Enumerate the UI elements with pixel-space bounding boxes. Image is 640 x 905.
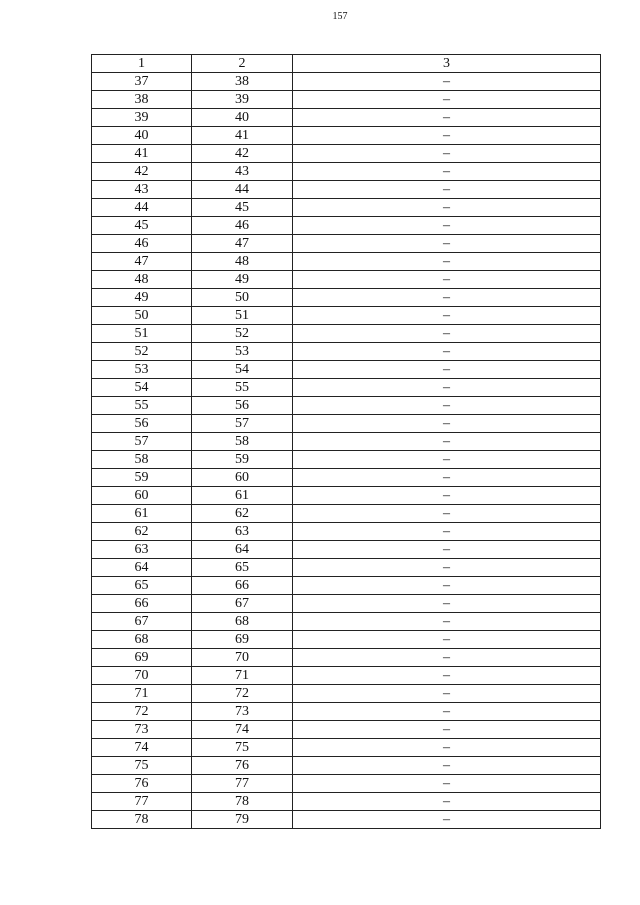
table-cell-col3: – — [293, 91, 601, 109]
table-cell-col3: – — [293, 217, 601, 235]
table-row — [92, 811, 601, 829]
table-cell-col2: 67 — [192, 595, 293, 613]
table-cell-col2: 69 — [192, 631, 293, 649]
table-cell-col3: – — [293, 289, 601, 307]
table-cell-col1: 56 — [92, 415, 192, 433]
table-cell-col2: 79 — [192, 811, 293, 829]
table-cell-col2: 61 — [192, 487, 293, 505]
table-row — [92, 631, 601, 649]
table-row — [92, 595, 601, 613]
table-row — [92, 577, 601, 595]
table-cell-col3: – — [293, 253, 601, 271]
table-cell-col1: 64 — [92, 559, 192, 577]
table-cell-col1: 50 — [92, 307, 192, 325]
table-row — [92, 217, 601, 235]
table-cell-col3: – — [293, 181, 601, 199]
table-cell-col2: 50 — [192, 289, 293, 307]
table-cell-col1: 59 — [92, 469, 192, 487]
table-cell-col1: 66 — [92, 595, 192, 613]
table-cell-col1: 37 — [92, 73, 192, 91]
table-cell-col1: 67 — [92, 613, 192, 631]
table-cell-col2: 68 — [192, 613, 293, 631]
table-cell-col2: 73 — [192, 703, 293, 721]
table-cell-col3: – — [293, 397, 601, 415]
table-cell-col1: 39 — [92, 109, 192, 127]
table-row — [92, 289, 601, 307]
table-cell-col1: 49 — [92, 289, 192, 307]
table-cell-col1: 76 — [92, 775, 192, 793]
table-cell-col2: 52 — [192, 325, 293, 343]
table-cell-col1: 63 — [92, 541, 192, 559]
table-cell-col3: – — [293, 307, 601, 325]
table-row — [92, 163, 601, 181]
table-row — [92, 181, 601, 199]
table-cell-col3: – — [293, 811, 601, 829]
table-cell-col2: 60 — [192, 469, 293, 487]
table-cell-col3: – — [293, 127, 601, 145]
table-cell-col2: 41 — [192, 127, 293, 145]
table-row — [92, 541, 601, 559]
table-row — [92, 325, 601, 343]
table-row — [92, 739, 601, 757]
table-row — [92, 667, 601, 685]
table-row — [92, 721, 601, 739]
table-cell-col1: 48 — [92, 271, 192, 289]
table-cell-col3: – — [293, 739, 601, 757]
table-cell-col3: – — [293, 667, 601, 685]
table-cell-col3: – — [293, 271, 601, 289]
table-cell-col1: 74 — [92, 739, 192, 757]
table-cell-col3: – — [293, 469, 601, 487]
table-row — [92, 559, 601, 577]
table-cell-col2: 62 — [192, 505, 293, 523]
column-header-3: 3 — [293, 55, 601, 73]
table-cell-col2: 54 — [192, 361, 293, 379]
table-cell-col2: 49 — [192, 271, 293, 289]
table-cell-col1: 44 — [92, 199, 192, 217]
table-body — [92, 73, 601, 829]
table-cell-col3: – — [293, 235, 601, 253]
table-cell-col2: 56 — [192, 397, 293, 415]
table-row — [92, 397, 601, 415]
table-cell-col3: – — [293, 415, 601, 433]
table-cell-col1: 77 — [92, 793, 192, 811]
table-row — [92, 343, 601, 361]
table-cell-col1: 54 — [92, 379, 192, 397]
table-cell-col2: 46 — [192, 217, 293, 235]
table-row — [92, 415, 601, 433]
table-cell-col2: 57 — [192, 415, 293, 433]
table-cell-col2: 40 — [192, 109, 293, 127]
table-cell-col3: – — [293, 685, 601, 703]
table-row — [92, 649, 601, 667]
table-cell-col1: 53 — [92, 361, 192, 379]
table-cell-col2: 72 — [192, 685, 293, 703]
table-cell-col1: 42 — [92, 163, 192, 181]
table-cell-col3: – — [293, 73, 601, 91]
table-row — [92, 433, 601, 451]
table-cell-col1: 40 — [92, 127, 192, 145]
table-cell-col3: – — [293, 343, 601, 361]
table-row — [92, 775, 601, 793]
table-row — [92, 451, 601, 469]
table-cell-col3: – — [293, 145, 601, 163]
table-cell-col2: 70 — [192, 649, 293, 667]
table-cell-col2: 71 — [192, 667, 293, 685]
table-cell-col1: 65 — [92, 577, 192, 595]
table-cell-col1: 78 — [92, 811, 192, 829]
table-cell-col2: 59 — [192, 451, 293, 469]
table-cell-col2: 77 — [192, 775, 293, 793]
table-cell-col3: – — [293, 109, 601, 127]
column-header-1: 1 — [92, 55, 192, 73]
table-cell-col2: 42 — [192, 145, 293, 163]
table-row — [92, 361, 601, 379]
table-cell-col2: 51 — [192, 307, 293, 325]
table-row — [92, 487, 601, 505]
table-cell-col1: 73 — [92, 721, 192, 739]
table-cell-col1: 41 — [92, 145, 192, 163]
table-cell-col1: 45 — [92, 217, 192, 235]
table-cell-col1: 43 — [92, 181, 192, 199]
table-row — [92, 757, 601, 775]
table-cell-col2: 78 — [192, 793, 293, 811]
table-row — [92, 685, 601, 703]
header-row — [92, 55, 601, 73]
table-cell-col3: – — [293, 775, 601, 793]
table-cell-col3: – — [293, 595, 601, 613]
table-cell-col3: – — [293, 721, 601, 739]
table-cell-col3: – — [293, 649, 601, 667]
table-cell-col3: – — [293, 541, 601, 559]
table-cell-col3: – — [293, 757, 601, 775]
table-cell-col3: – — [293, 361, 601, 379]
table-cell-col1: 58 — [92, 451, 192, 469]
table-cell-col3: – — [293, 793, 601, 811]
table-cell-col2: 76 — [192, 757, 293, 775]
table-cell-col2: 63 — [192, 523, 293, 541]
table-cell-col1: 71 — [92, 685, 192, 703]
table-row — [92, 505, 601, 523]
table-cell-col3: – — [293, 487, 601, 505]
table-cell-col2: 43 — [192, 163, 293, 181]
table-cell-col3: – — [293, 325, 601, 343]
table-row — [92, 703, 601, 721]
table-cell-col3: – — [293, 451, 601, 469]
table-cell-col1: 61 — [92, 505, 192, 523]
table-row — [92, 523, 601, 541]
table-cell-col2: 55 — [192, 379, 293, 397]
table-cell-col3: – — [293, 199, 601, 217]
table-cell-col2: 47 — [192, 235, 293, 253]
table-cell-col1: 70 — [92, 667, 192, 685]
table-cell-col2: 44 — [192, 181, 293, 199]
table-cell-col1: 51 — [92, 325, 192, 343]
table-cell-col1: 69 — [92, 649, 192, 667]
table-cell-col1: 46 — [92, 235, 192, 253]
table-row — [92, 271, 601, 289]
table-cell-col2: 48 — [192, 253, 293, 271]
table-cell-col2: 64 — [192, 541, 293, 559]
table-cell-col1: 47 — [92, 253, 192, 271]
table-cell-col1: 72 — [92, 703, 192, 721]
table-cell-col2: 66 — [192, 577, 293, 595]
table-row — [92, 253, 601, 271]
table-cell-col2: 38 — [192, 73, 293, 91]
table-row — [92, 379, 601, 397]
table-row — [92, 145, 601, 163]
table-cell-col1: 75 — [92, 757, 192, 775]
column-header-2: 2 — [192, 55, 293, 73]
table-row — [92, 613, 601, 631]
table-cell-col2: 53 — [192, 343, 293, 361]
table-cell-col1: 68 — [92, 631, 192, 649]
table-cell-col3: – — [293, 577, 601, 595]
table-cell-col2: 58 — [192, 433, 293, 451]
table-cell-col1: 60 — [92, 487, 192, 505]
data-table — [91, 54, 601, 829]
table-row — [92, 307, 601, 325]
table-row — [92, 199, 601, 217]
page-number: 157 — [332, 11, 348, 22]
table-cell-col1: 57 — [92, 433, 192, 451]
table-cell-col3: – — [293, 613, 601, 631]
table-cell-col3: – — [293, 505, 601, 523]
table-cell-col3: – — [293, 379, 601, 397]
table-cell-col1: 52 — [92, 343, 192, 361]
table-cell-col3: – — [293, 433, 601, 451]
table-row — [92, 235, 601, 253]
table-cell-col2: 45 — [192, 199, 293, 217]
table-row — [92, 127, 601, 145]
table-cell-col2: 65 — [192, 559, 293, 577]
table-row — [92, 91, 601, 109]
table-cell-col3: – — [293, 703, 601, 721]
table-cell-col3: – — [293, 631, 601, 649]
table-row — [92, 469, 601, 487]
table-row — [92, 73, 601, 91]
table-cell-col3: – — [293, 559, 601, 577]
table-header — [92, 55, 601, 73]
table-cell-col2: 74 — [192, 721, 293, 739]
table-cell-col1: 62 — [92, 523, 192, 541]
table-cell-col3: – — [293, 163, 601, 181]
table-cell-col1: 38 — [92, 91, 192, 109]
table-cell-col3: – — [293, 523, 601, 541]
table-row — [92, 109, 601, 127]
table-cell-col1: 55 — [92, 397, 192, 415]
table-cell-col2: 75 — [192, 739, 293, 757]
table-row — [92, 793, 601, 811]
table-cell-col2: 39 — [192, 91, 293, 109]
